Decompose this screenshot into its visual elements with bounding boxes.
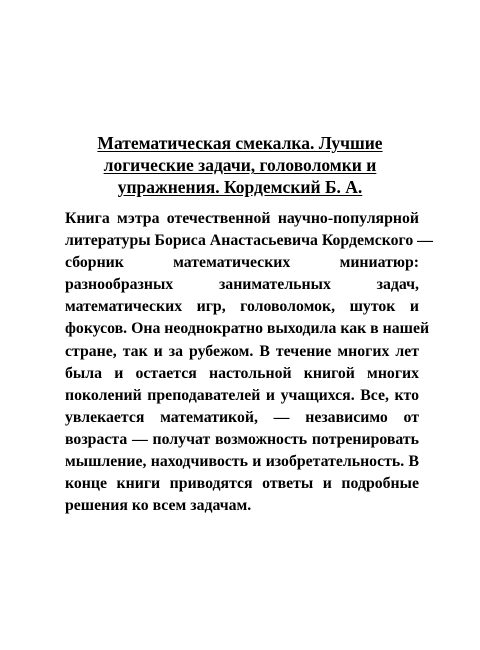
description-line: стране, так и за рубежом. В течение многих лет: [65, 342, 419, 360]
description-line: увлекается математикой, — независимо от: [65, 408, 419, 426]
description-line: фокусов. Она неоднократно выходила как в нашей: [65, 320, 430, 338]
description-line: решения ко всем задачам.: [65, 497, 252, 515]
title-line: Математическая смекалка. Лучшие: [97, 133, 383, 153]
description-line: Книга мэтра отечественной научно-популярной: [65, 210, 419, 227]
description-line: математических игр, головоломок, шуток и: [65, 298, 419, 316]
description-line: литературы Бориса Анастасьевича Кордемского —: [65, 232, 433, 250]
description-line: была и остается настольной книгой многих: [65, 364, 419, 382]
description-line: разнообразных занимательных задач,: [65, 276, 419, 294]
description-line: поколений преподавателей и учащихся. Все, кто: [65, 386, 419, 404]
book-title: [60, 132, 420, 198]
title-line: логические задачи, головоломки и: [103, 155, 377, 175]
book-description: [65, 208, 433, 517]
description-line: возраста — получат возможность потренировать: [65, 430, 419, 448]
title-line: упражнения. Кордемский Б. А.: [117, 177, 363, 197]
description-line: сборник математических миниатюр:: [65, 254, 419, 272]
description-line: мышление, находчивость и изобретательность. В: [65, 453, 419, 471]
description-line: конце книги приводятся ответы и подробные: [65, 475, 419, 493]
